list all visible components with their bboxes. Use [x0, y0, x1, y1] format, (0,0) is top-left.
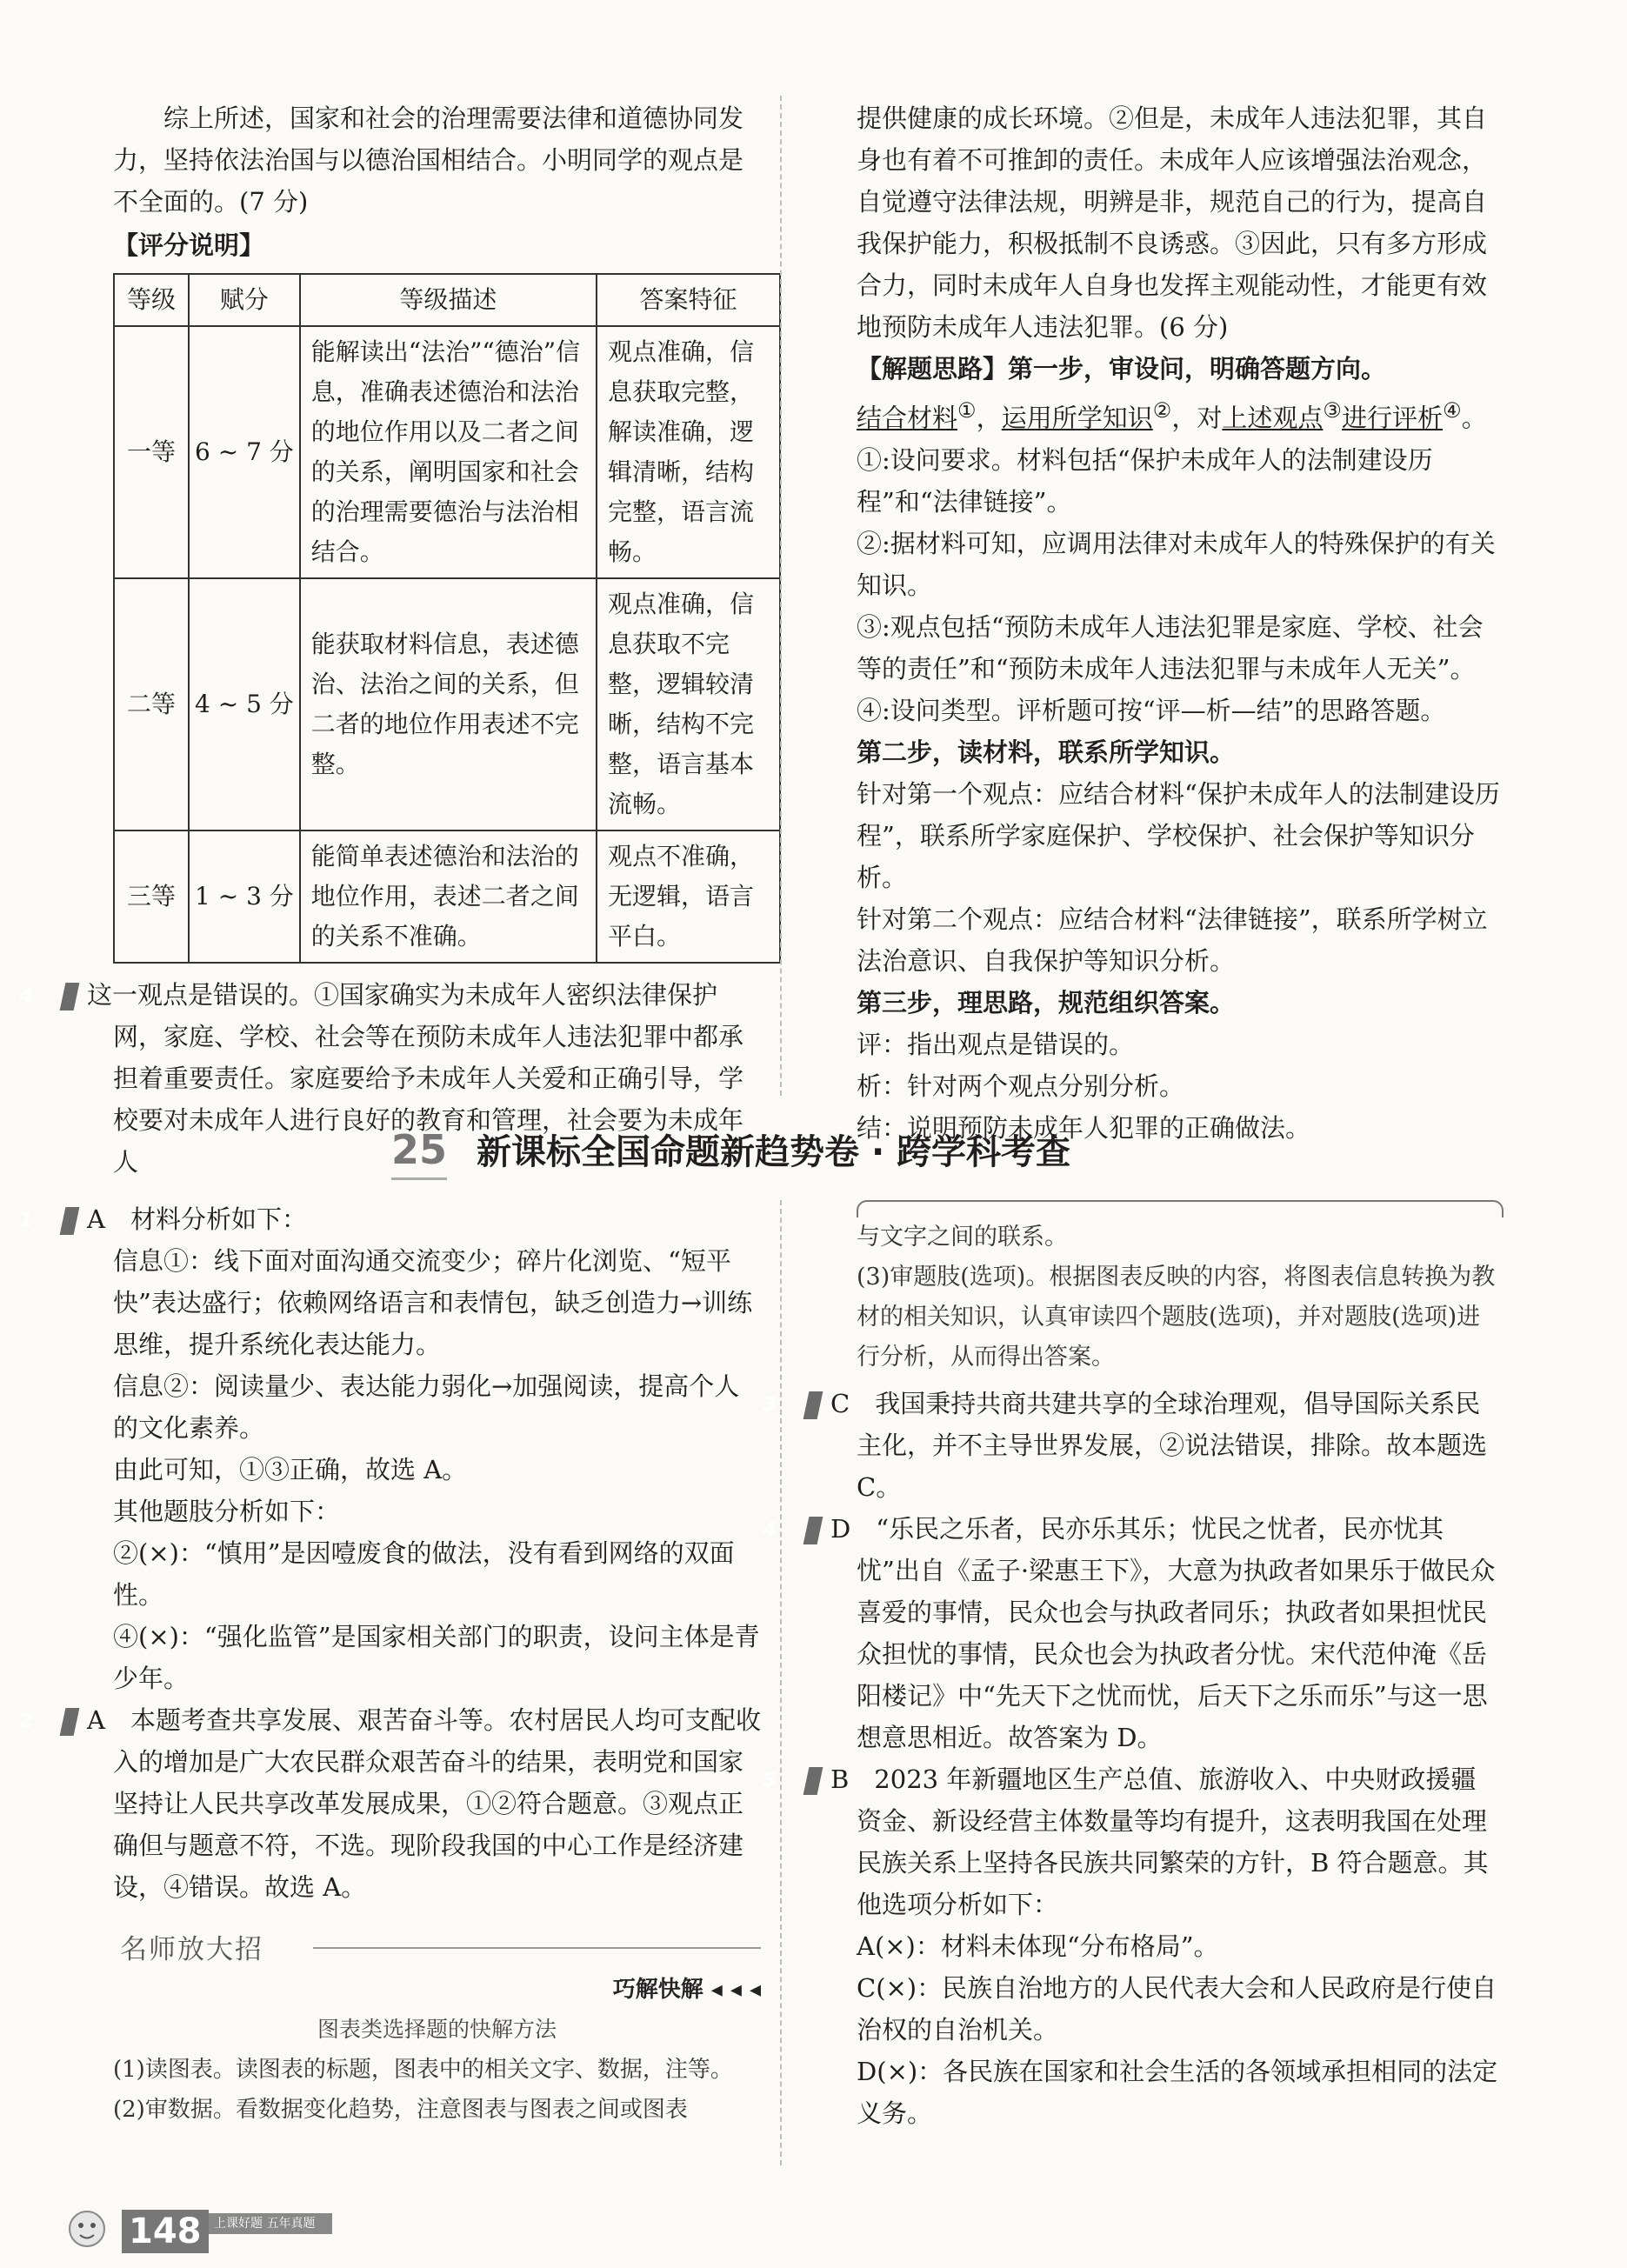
- step-3-line: 析：针对两个观点分别分析。: [857, 1071, 1185, 1101]
- question-1-head: [17, 1198, 761, 1240]
- approach-line: [857, 390, 1500, 439]
- left-column-bottom: [17, 1198, 761, 1908]
- table-header-desc: 等级描述: [300, 274, 597, 326]
- row-level: 二等: [114, 578, 189, 830]
- step-3-title: 第三步，理思路，规范组织答案。: [857, 987, 1236, 1017]
- tip-title: 图表类选择题的快解方法: [317, 2017, 557, 2042]
- tip-line: (1)读图表。读图表的标题，图表中的相关文字、数据，注等。: [113, 2057, 733, 2083]
- question-number-badge: 2: [60, 1708, 80, 1736]
- scoring-table: [113, 273, 781, 964]
- question-1-line: 信息②：阅读量少、表达能力弱化→加强阅读，提高个人的文化素养。: [113, 1371, 740, 1443]
- approach-end: 。: [1461, 403, 1487, 433]
- approach-segment: 上述观点: [1222, 403, 1324, 433]
- scoring-title: 【评分说明】: [113, 230, 265, 260]
- tip-divider: [313, 1947, 761, 1949]
- tip-header: [113, 1926, 761, 1970]
- row-desc: 能获取材料信息，表述德治、法治之间的关系，但二者的地位作用表述不完整。: [300, 578, 597, 830]
- question-2-text: A 本题考查共享发展、艰苦奋斗等。农村居民人均可支配收入的增加是广大农民群众艰苦奋斗的结果，表明党和国家坚持让人民共享改革发展成果，①②符合题意。③观点正确但与题意不符，不选。现阶段我国的中心工作是经济建设，④错误。故选 A。: [87, 1705, 761, 1902]
- approach-note: ④:设问类型。评析题可按“评—析—结”的思路答题。: [857, 695, 1446, 725]
- step-2-title: 第二步，读材料，联系所学知识。: [857, 737, 1236, 767]
- question-5-text: B 2023 年新疆地区生产总值、旅游收入、中央财政援疆资金、新设经营主体数量等均有提升，这表明我国在处理民族关系上坚持各民族共同繁荣的方针，B 符合题意。其他选项分析如下：: [830, 1764, 1489, 1919]
- row-score: 1 ~ 3 分: [189, 830, 300, 963]
- tip-badge: 名师放大招: [120, 1934, 263, 1965]
- page-number: 148: [122, 2210, 209, 2253]
- step-3-line: 结：说明预防未成年人犯罪的正确做法。: [857, 1112, 1311, 1143]
- question-5-answer: [760, 1758, 1500, 1925]
- mascot-icon: [61, 2205, 113, 2257]
- approach-separator: ，对: [1171, 403, 1223, 433]
- approach-marker: ①: [957, 398, 977, 423]
- question-3-answer: [760, 1383, 1500, 1508]
- approach-note: ②:据材料可知，应调用法律对未成年人的特殊保护的有关知识。: [857, 528, 1496, 600]
- approach-note: ③:观点包括“预防未成年人违法犯罪是家庭、学校、社会等的责任”和“预防未成年人违法犯罪与未成年人无关”。: [857, 611, 1484, 684]
- question-1-head-text: A 材料分析如下：: [87, 1204, 307, 1234]
- right-column-bottom: [760, 1217, 1500, 2134]
- approach-title: 【解题思路】第一步，审设问，明确答题方向。: [857, 354, 1387, 384]
- step-3-line: 评：指出观点是错误的。: [857, 1029, 1135, 1059]
- table-row: [114, 830, 780, 963]
- section-heading: 新课标全国命题新趋势卷 · 跨学科考查: [477, 1132, 1071, 1172]
- column-divider-top: [780, 96, 782, 1096]
- question-number-badge: 4: [60, 983, 80, 1011]
- column-divider-bottom: [780, 1200, 782, 2165]
- question-1-line: ②(×)：“慎用”是因噎废食的做法，没有看到网络的双面性。: [113, 1538, 735, 1610]
- question-1-line: ④(×)：“强化监管”是国家相关部门的职责，设问主体是青少年。: [113, 1622, 760, 1693]
- approach-marker: ②: [1152, 398, 1172, 423]
- section-number: 25: [391, 1122, 447, 1180]
- table-row: [114, 326, 780, 578]
- question-1-line: 由此可知，①③正确，故选 A。: [113, 1455, 468, 1484]
- question-number-badge: 5: [803, 1767, 824, 1795]
- row-score: 6 ~ 7 分: [189, 326, 300, 578]
- approach-marker: ④: [1443, 398, 1462, 423]
- tip-line: (2)审数据。看数据变化趋势，注意图表与图表之间或图表: [113, 2097, 688, 2123]
- tip-subtitle: 巧解快解 ◂ ◂ ◂: [612, 1977, 761, 2003]
- row-desc: 能简单表述德治和法治的地位作用，表述二者之间的关系不准确。: [300, 830, 597, 963]
- tip-continuation-frame: [857, 1200, 1504, 1217]
- approach-separator: ，: [976, 403, 1002, 433]
- question-1-line: 其他题肢分析如下：: [113, 1497, 341, 1526]
- footer-brand: 上课好题 五年真题: [209, 2213, 332, 2234]
- left-column-top: [17, 97, 761, 1183]
- question-2-answer: [17, 1699, 761, 1908]
- question-number-badge: 4: [803, 1517, 824, 1544]
- answer-continuation: 提供健康的成长环境。②但是，未成年人违法犯罪，其自身也有着不可推卸的责任。未成年人应该增强法治观念，自觉遵守法律法规，明辨是非，规范自己的行为，提高自我保护能力，积极抵制不良诱惑。③因此，只有多方形成合力，同时未成年人自身也发挥主观能动性，才能更有效地预防未成年人违法犯罪。(6 分): [857, 103, 1488, 342]
- tip-continuation-line: (3)审题肢(选项)。根据图表反映的内容，将图表信息转换为教材的相关知识，认真审读四个题肢(选项)，并对题肢(选项)进行分析，从而得出答案。: [857, 1264, 1496, 1371]
- table-row: [114, 578, 780, 830]
- row-feature: 观点准确，信息获取不完整，逻辑较清晰，结构不完整，语言基本流畅。: [597, 578, 780, 830]
- question-number-badge: 1: [60, 1207, 80, 1235]
- question-number-badge: 3: [803, 1391, 824, 1419]
- table-header-feature: 答案特征: [597, 274, 780, 326]
- table-header-row: [114, 274, 780, 326]
- tip-continuation-line: 与文字之间的联系。: [857, 1224, 1068, 1251]
- approach-segment: 结合材料: [857, 403, 958, 433]
- question-5-option: D(×)：各民族在国家和社会生活的各领域承担相同的法定义务。: [857, 2057, 1498, 2128]
- question-5-option: C(×)：民族自治地方的人民代表大会和人民政府是行使自治权的自治机关。: [857, 1973, 1497, 2045]
- question-4-text: 这一观点是错误的。①国家确实为未成年人密织法律保护网，家庭、学校、社会等在预防未成年人违法犯罪中都承担着重要责任。家庭要给予未成年人关爱和正确引导，学校要对未成年人进行良好的教育和管理，社会要为未成年人: [87, 980, 744, 1177]
- table-header-score: 赋分: [189, 274, 300, 326]
- row-score: 4 ~ 5 分: [189, 578, 300, 830]
- question-3-text: C 我国秉持共商共建共享的全球治理观，倡导国际关系民主化，并不主导世界发展，②说法错误，排除。故本题选 C。: [830, 1389, 1488, 1502]
- row-desc: 能解读出“法治”“德治”信息，准确表述德治和法治的地位作用以及二者之间的关系，阐明国家和社会的治理需要德治与法治相结合。: [300, 326, 597, 578]
- approach-marker: ③: [1323, 398, 1343, 423]
- section-title: [391, 1122, 1261, 1177]
- approach-segment: 运用所学知识: [1001, 403, 1153, 433]
- row-feature: 观点不准确，无逻辑，语言平白。: [597, 830, 780, 963]
- right-column-top: [857, 97, 1500, 1149]
- table-header-level: 等级: [114, 274, 189, 326]
- approach-segment: 进行评析: [1342, 403, 1444, 433]
- question-4-choice: [760, 1508, 1500, 1758]
- question-4-choice-text: D “乐民之乐者，民亦乐其乐；忧民之忧者，民亦忧其忧”出自《孟子·梁惠王下》，大意为执政者如果乐于做民众喜爱的事情，民众也会与执政者同乐；执政者如果担忧民众担忧的事情，民众也会为执政者分忧。宋代范仲淹《岳阳楼记》中“先天下之忧而忧，后天下之乐而乐”与这一思想意思相近。故答案为 D。: [830, 1514, 1496, 1752]
- step-2-line: 针对第一个观点：应结合材料“保护未成年人的法制建设历程”，联系所学家庭保护、学校保护、社会保护等知识分析。: [857, 778, 1500, 892]
- page-footer: [61, 2205, 316, 2257]
- question-5-option: A(×)：材料未体现“分布格局”。: [857, 1931, 1219, 1961]
- tip-box: [113, 1926, 761, 2130]
- row-level: 三等: [114, 830, 189, 963]
- row-level: 一等: [114, 326, 189, 578]
- approach-note: ①:设问要求。材料包括“保护未成年人的法制建设历程”和“法律链接”。: [857, 444, 1433, 517]
- step-2-line: 针对第二个观点：应结合材料“法律链接”，联系所学树立法治意识、自我保护等知识分析。: [857, 904, 1488, 976]
- row-feature: 观点准确，信息获取完整，解读准确，逻辑清晰，结构完整，语言流畅。: [597, 326, 780, 578]
- question-1-line: 信息①：线下面对面沟通交流变少；碎片化浏览、“短平快”表达盛行；依赖网络语言和表情包，缺乏创造力→训练思维，提升系统化表达能力。: [113, 1246, 753, 1359]
- conclusion-paragraph: 综上所述，国家和社会的治理需要法律和道德协同发力，坚持依法治国与以德治国相结合。小明同学的观点是不全面的。(7 分): [113, 103, 744, 217]
